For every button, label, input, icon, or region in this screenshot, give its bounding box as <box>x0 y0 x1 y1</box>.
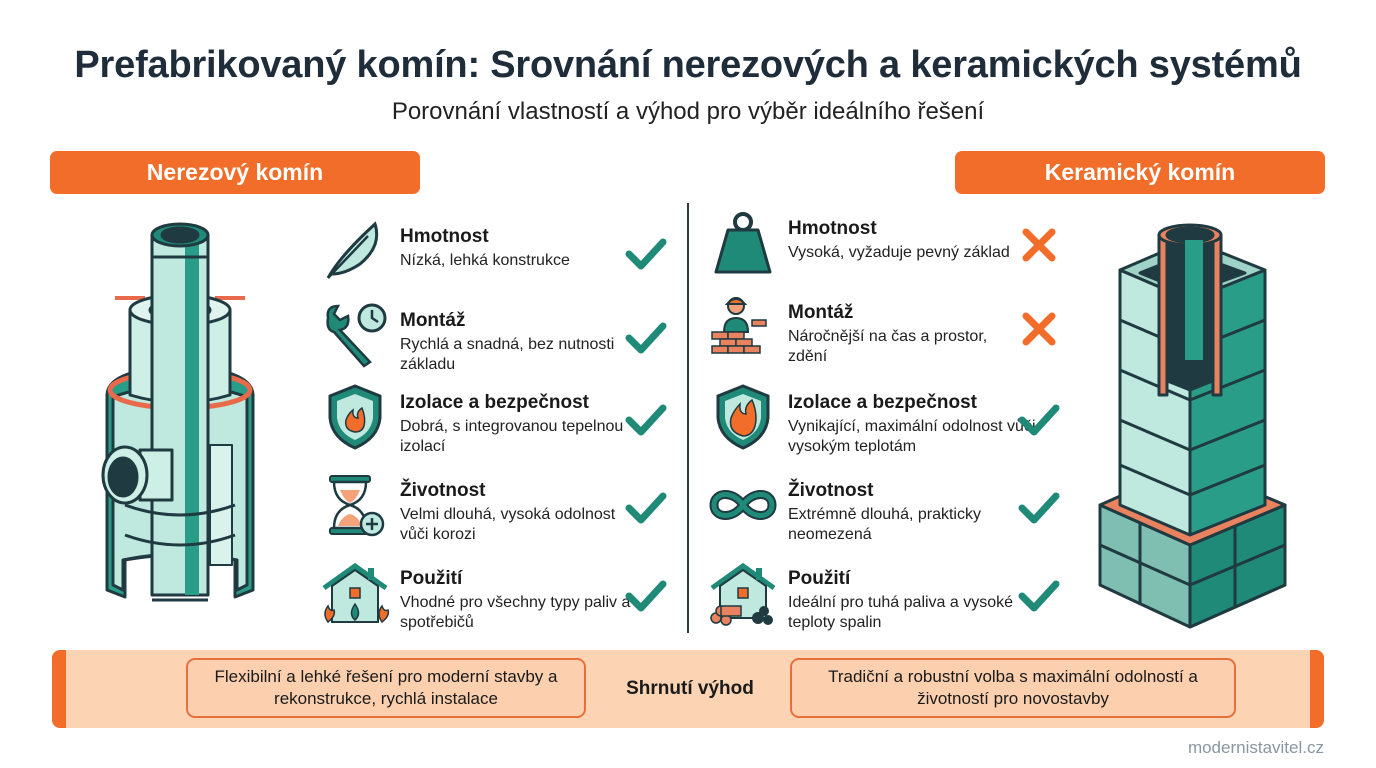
summary-ceramic: Tradiční a robustní volba s maximální odolností a životností pro novostavby <box>790 658 1236 718</box>
page-title: Prefabrikovaný komín: Srovnání nerezových a keramických systémů <box>74 44 1302 86</box>
feather-icon <box>320 216 390 286</box>
stainless-row-insulation <box>320 382 680 462</box>
summary-stainless: Flexibilní a lehké řešení pro moderní stavby a rekonstrukce, rychlá instalace <box>186 658 586 718</box>
summary-title: Shrnutí výhod <box>626 678 754 699</box>
page-subtitle: Porovnání vlastností a výhod pro výběr ideálního řešení <box>391 98 985 125</box>
row-description: Extrémně dlouhá, prakticky neomezená <box>788 506 981 543</box>
column-divider <box>687 203 689 633</box>
row-label: Použití <box>400 568 463 589</box>
summary-bar <box>52 650 1324 728</box>
house-fuels-icon <box>320 558 390 628</box>
bricklayer-icon <box>708 292 778 362</box>
check-icon <box>623 396 669 442</box>
stainless-row-lifespan <box>320 470 680 550</box>
check-icon <box>1016 396 1062 442</box>
cross-icon <box>1016 222 1062 268</box>
shield-fire-icon <box>708 382 778 452</box>
row-label: Životnost <box>400 480 486 501</box>
ceramic-chimney-illustration <box>1095 215 1290 630</box>
row-label: Použití <box>788 568 851 589</box>
check-icon <box>623 314 669 360</box>
row-description: Dobrá, s integrovanou tepelnou izolací <box>400 418 624 455</box>
check-icon <box>1016 484 1062 530</box>
row-label: Montáž <box>788 302 854 323</box>
house-wood-coal-icon <box>708 558 778 628</box>
ceramic-row-installation <box>708 292 1068 372</box>
summary-edge-left <box>52 650 66 728</box>
row-label: Izolace a bezpečnost <box>400 392 590 413</box>
row-description: Náročnější na čas a prostor, zdění <box>788 328 988 365</box>
hourglass-plus-icon <box>320 470 390 540</box>
shield-fire-icon <box>320 382 390 452</box>
stainless-column-header: Nerezový komín <box>50 151 420 194</box>
row-description: Rychlá a snadná, bez nutnosti základu <box>400 336 615 373</box>
row-description: Vysoká, vyžaduje pevný základ <box>788 244 1010 261</box>
row-description: Ideální pro tuhá paliva a vysoké teploty spalin <box>788 594 1014 631</box>
row-description: Velmi dlouhá, vysoká odolnost vůči korozi <box>400 506 616 543</box>
source-credit: modernistavitel.cz <box>1187 738 1324 757</box>
row-description: Nízká, lehká konstrukce <box>400 252 570 269</box>
cross-icon <box>1016 306 1062 352</box>
row-description: Vynikající, maximální odolnost vůči vysokým teplotám <box>788 418 1036 455</box>
row-description: Vhodné pro všechny typy paliv a spotřebičů <box>400 594 631 631</box>
check-icon <box>623 484 669 530</box>
ceramic-row-weight <box>708 208 1068 288</box>
ceramic-row-insulation <box>708 382 1068 462</box>
row-label: Hmotnost <box>788 218 877 239</box>
weight-icon <box>708 208 778 278</box>
stainless-row-installation <box>320 300 680 380</box>
check-icon <box>1016 572 1062 618</box>
ceramic-column-header: Keramický komín <box>955 151 1325 194</box>
ceramic-row-lifespan <box>708 470 1068 550</box>
row-label: Hmotnost <box>400 226 489 247</box>
wrench-clock-icon <box>320 300 390 370</box>
row-label: Montáž <box>400 310 466 331</box>
row-label: Životnost <box>788 480 874 501</box>
check-icon <box>623 572 669 618</box>
summary-edge-right <box>1310 650 1324 728</box>
stainless-row-usage <box>320 558 680 638</box>
stainless-row-weight <box>320 216 680 296</box>
stainless-chimney-illustration <box>95 205 265 630</box>
check-icon <box>623 230 669 276</box>
infinity-icon <box>708 470 778 540</box>
row-label: Izolace a bezpečnost <box>788 392 978 413</box>
ceramic-row-usage <box>708 558 1068 638</box>
